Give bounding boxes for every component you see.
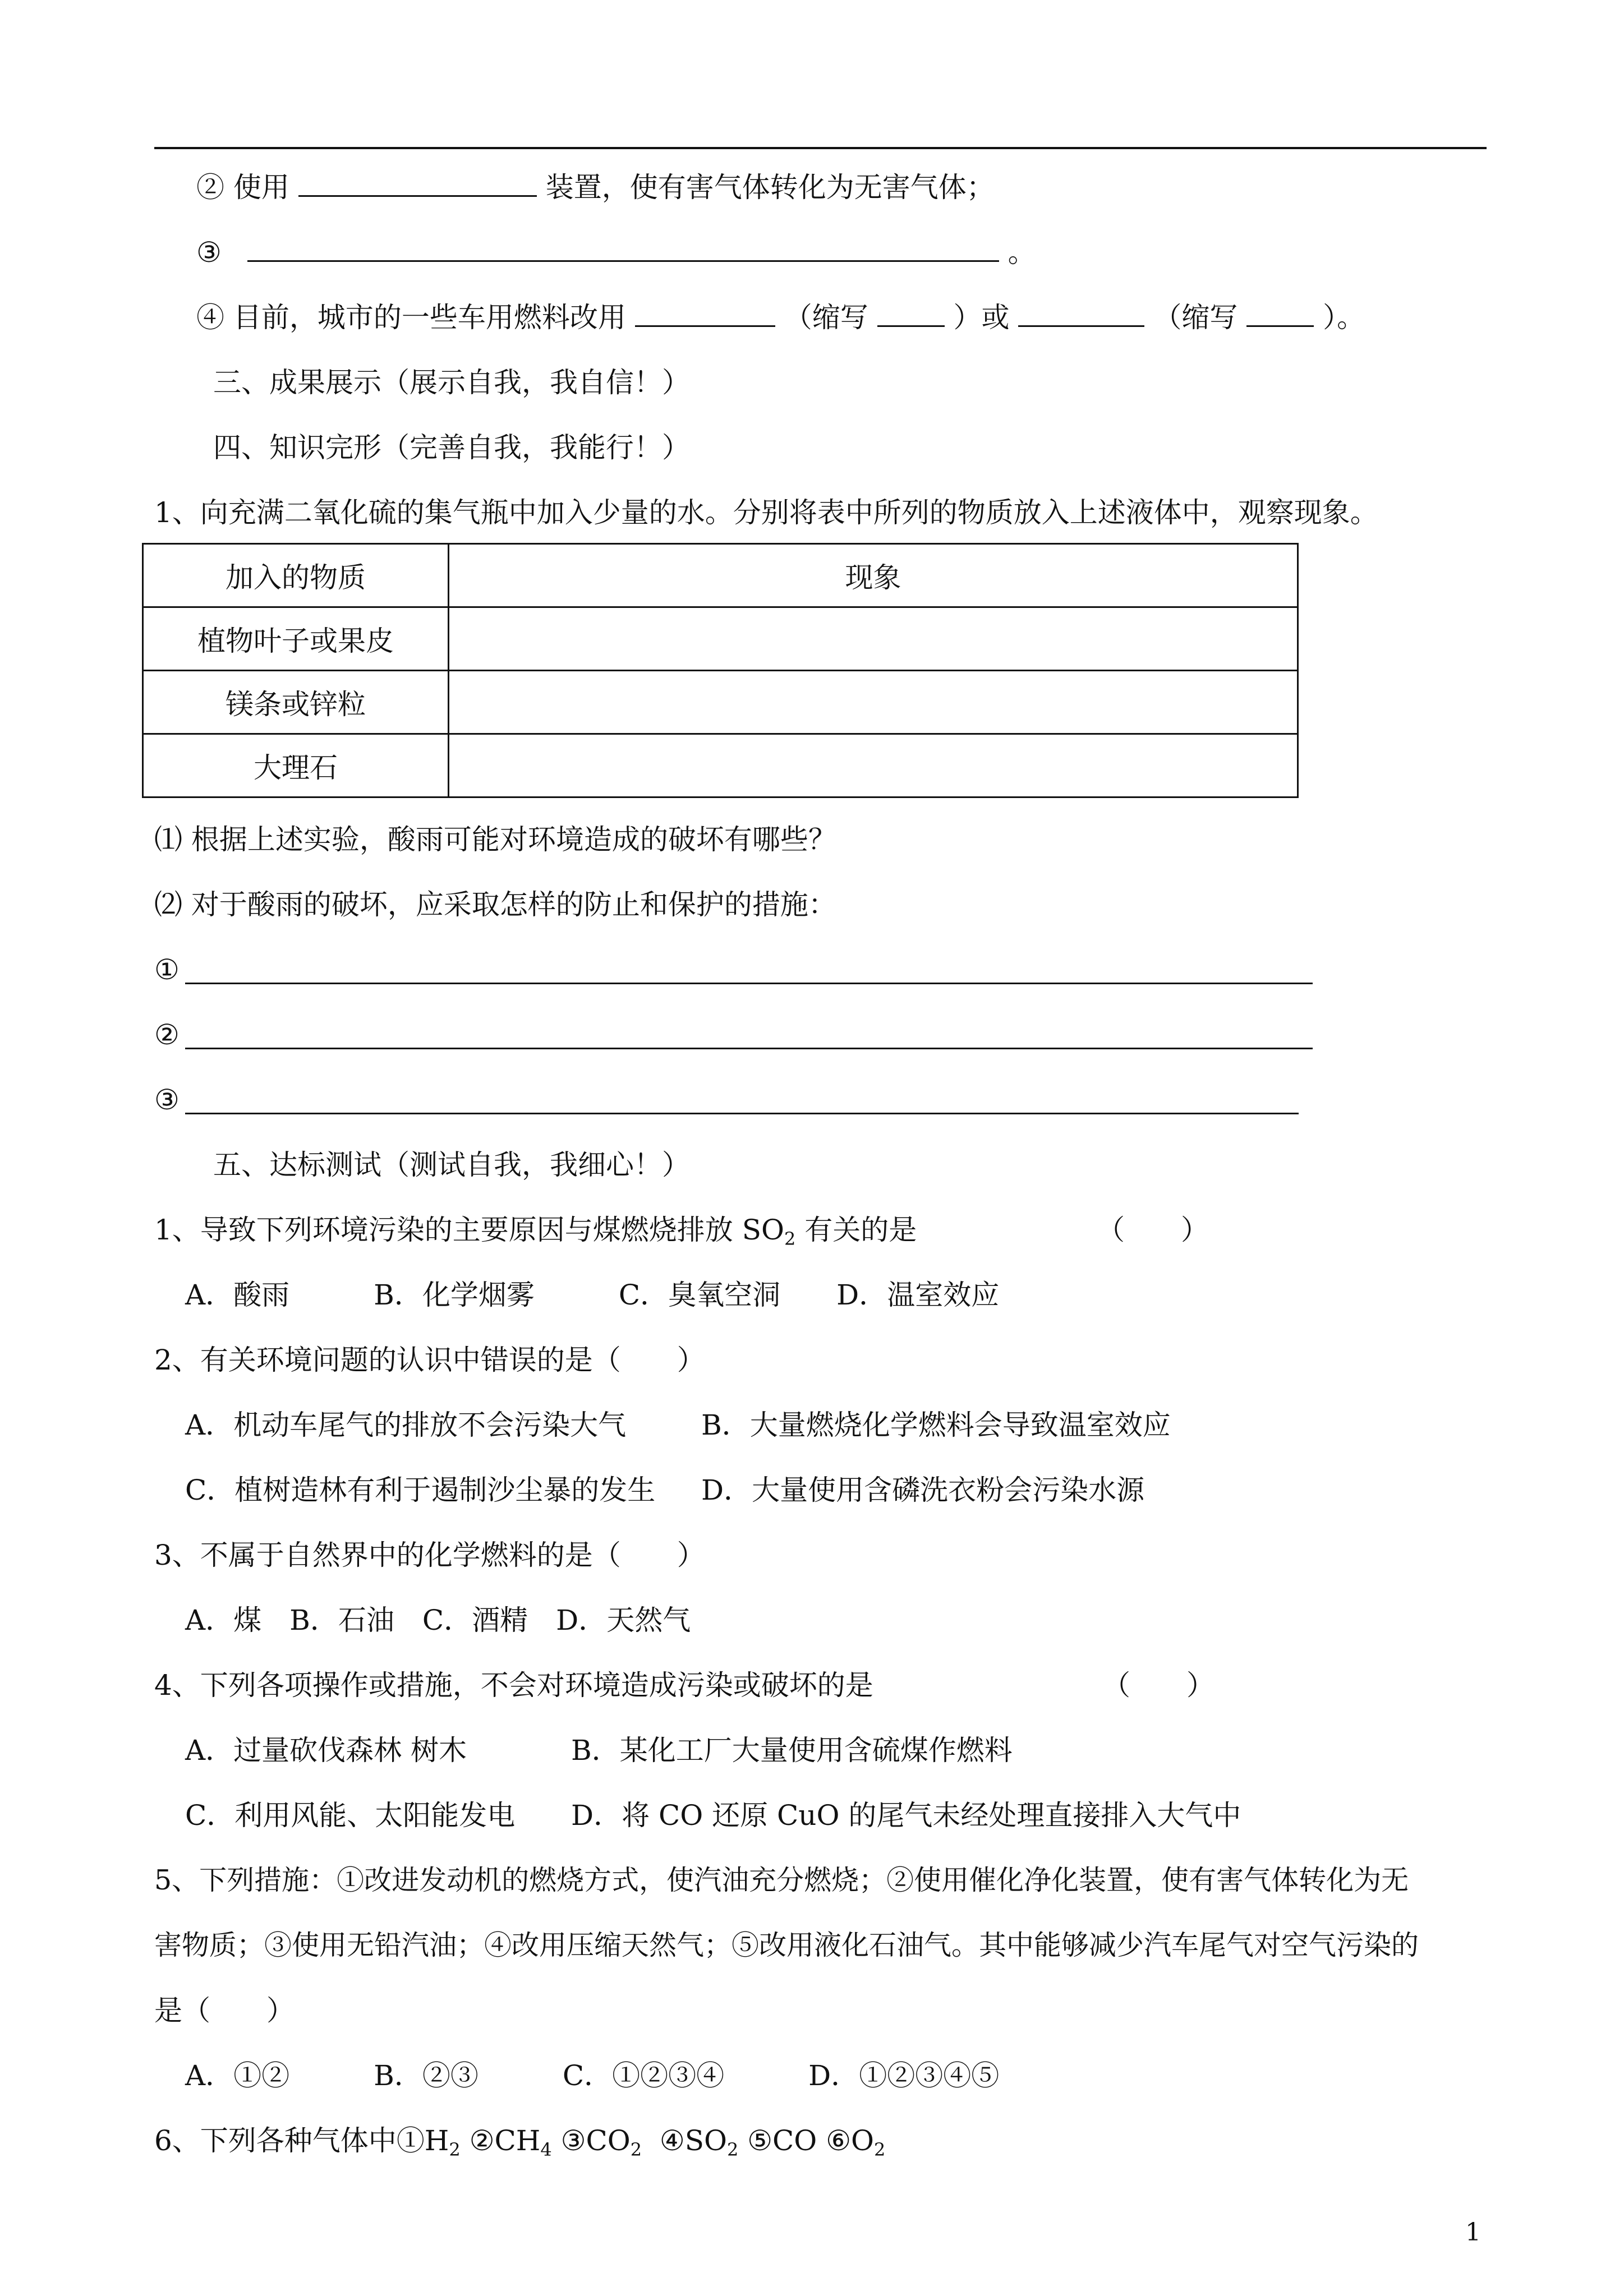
observation-table [142,543,1299,798]
test-q1-options: A．酸雨 B．化学烟雾 C．臭氧空洞 D．温室效应 [185,1279,1000,1311]
test-q5-line-1: 5、下列措施：①改进发动机的燃烧方式，使汽油充分燃烧；②使用催化净化装置，使有害气体转化为无 [154,1864,1409,1896]
test-q2-option-b: B．大量燃烧化学燃料会导致温室效应 [701,1409,1171,1441]
item4-blank-2[interactable] [877,301,945,327]
test-q2-option-d: D．大量使用含磷洗衣粉会污染水源 [701,1474,1145,1506]
measure-2-label: ② [154,1018,180,1051]
knowledge-q1: 1、向充满二氧化硫的集气瓶中加入少量的水。分别将表中所列的物质放入上述液体中，观察现象。 [154,496,1378,529]
test-q2: 2、有关环境问题的认识中错误的是（ ） [154,1344,705,1376]
item4-e: ）。 [1323,301,1365,334]
gas-item: $③CO_2$ [560,2124,642,2160]
test-q1-text: 1、导致下列环境污染的主要原因与煤燃烧排放 SO [154,1214,784,1246]
test-q5-line-2: 害物质；③使用无铅汽油；④改用压缩天然气；⑤改用液化石油气。其中能够减少汽车尾气对空气污染的 [154,1929,1419,1961]
item2-suffix: 装置，使有害气体转化为无害气体； [545,171,995,204]
item4-d: （缩写 [1153,301,1238,334]
item3-prefix: ③ [196,236,222,269]
gas-item: $②CH_4$ [469,2124,552,2160]
test-q1-subscript: 2 [784,1228,796,1250]
table-cell-substance: 大理石 [143,734,449,797]
table-header-phenomenon: 现象 [449,544,1298,607]
table-cell-substance: 镁条或锌粒 [143,671,449,734]
gas-item: $⑥O_2$ [826,2124,886,2160]
item3-blank[interactable] [247,236,999,262]
test-q6 [154,2123,885,2168]
knowledge-sub1: ⑴ 根据上述实验，酸雨可能对环境造成的破坏有哪些？ [154,823,836,856]
table-row [143,607,1298,671]
table-cell-substance: 植物叶子或果皮 [143,607,449,671]
gas-item: $①H_2$ [396,2124,461,2160]
gas-item: ⑤CO [747,2124,817,2157]
item4-b: （缩写 [784,301,868,334]
item4-a: ④ 目前，城市的一些车用燃料改用 [196,301,626,334]
table-cell-phenomenon[interactable] [449,607,1298,671]
test-q3-options: A．煤 B．石油 C．酒精 D．天然气 [185,1604,691,1636]
table-row [143,734,1298,797]
section-four: 四、知识完形（完善自我，我能行！） [213,431,690,464]
measure-3-blank[interactable] [185,1113,1299,1114]
test-q5-line-3: 是（ ） [154,1994,295,2027]
measure-3-label: ③ [154,1084,180,1116]
item4-blank-4[interactable] [1246,301,1314,327]
page-number: 1 [1465,2218,1481,2247]
test-q4-option-b: B．某化工厂大量使用含硫煤作燃料 [571,1734,1013,1767]
test-q4-option-d: D．将 CO 还原 CuO 的尾气未经处理直接排入大气中 [571,1799,1241,1832]
test-q4-answer-bracket[interactable]: （ ） [1102,1669,1214,1702]
item4-blank-1[interactable] [635,301,775,327]
item2-blank[interactable] [298,170,537,197]
table-header-row [143,544,1298,607]
test-q3: 3、不属于自然界中的化学燃料的是（ ） [154,1539,705,1571]
test-q4-option-a: A．过量砍伐森林 树木 [185,1734,467,1767]
item4-line [196,299,1365,335]
measure-2-blank[interactable] [185,1048,1313,1049]
test-q5-options: A．①② B．②③ C．①②③④ D．①②③④⑤ [185,2059,1000,2092]
test-q2-option-c: C．植树造林有利于遏制沙尘暴的发生 [185,1474,656,1506]
knowledge-sub2: ⑵ 对于酸雨的破坏，应采取怎样的防止和保护的措施： [154,888,836,921]
header-rule [154,147,1487,149]
item4-c: ）或 [953,301,1010,334]
item3-suffix: 。 [1007,236,1036,269]
test-q1-answer-bracket[interactable]: （ ） [1097,1214,1209,1246]
table-cell-phenomenon[interactable] [449,734,1298,797]
test-q6-prefix: 6、下列各种气体中 [154,2124,397,2157]
test-q1-tail: 有关的是 [795,1214,917,1246]
table-cell-phenomenon[interactable] [449,671,1298,734]
measure-1-blank[interactable] [185,983,1313,984]
test-q4-option-c: C．利用风能、太阳能发电 [185,1799,516,1832]
item3-line [196,234,1036,270]
item2-line [196,169,995,205]
test-q1 [154,1212,917,1257]
table-header-substance: 加入的物质 [143,544,449,607]
table-row [143,671,1298,734]
test-q2-option-a: A．机动车尾气的排放不会污染大气 [185,1409,627,1441]
section-five: 五、达标测试（测试自我，我细心！） [213,1149,690,1181]
item4-blank-3[interactable] [1018,301,1144,327]
test-q4: 4、下列各项操作或措施，不会对环境造成污染或破坏的是 [154,1669,873,1702]
measure-1-label: ① [154,953,180,986]
section-three: 三、成果展示（展示自我，我自信！） [213,366,690,399]
gas-item: $④SO_2$ [659,2124,739,2160]
item2-prefix: ② 使用 [196,171,289,204]
